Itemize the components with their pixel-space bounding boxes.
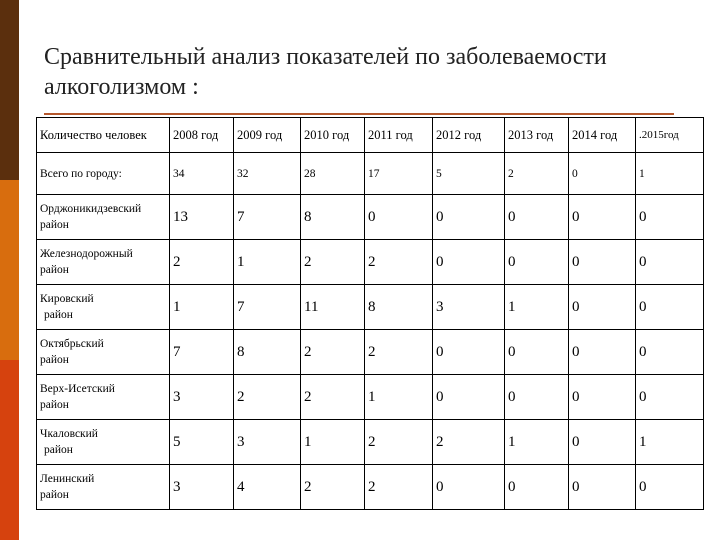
value-cell: 1 [365,375,433,420]
district-name: Орджоникидзевский район [37,195,170,240]
value-cell: 0 [636,465,704,510]
value-cell: 1 [505,420,569,465]
value-cell: 1 [170,285,234,330]
page-title: Сравнительный анализ показателей по заболеваемости алкоголизмом : [44,44,607,100]
value-cell: 1 [234,240,301,285]
value-cell: 1 [505,285,569,330]
value-cell: 0 [505,330,569,375]
value-cell: 0 [433,240,505,285]
value-cell: 0 [433,465,505,510]
value-cell: 34 [170,153,234,195]
value-cell: 4 [234,465,301,510]
value-cell: 0 [569,420,636,465]
value-cell: 2 [365,420,433,465]
value-cell: 2 [301,375,365,420]
value-cell: 0 [505,195,569,240]
value-cell: 0 [569,195,636,240]
header-cell: 2008 год [170,118,234,153]
value-cell: 0 [569,153,636,195]
table-row [37,420,704,465]
district-name: Кировский район [37,285,170,330]
value-cell: 2 [301,465,365,510]
table-row [37,195,704,240]
value-cell: 1 [301,420,365,465]
value-cell: 5 [170,420,234,465]
statistics-table [36,117,704,510]
value-cell: 17 [365,153,433,195]
value-cell: 0 [569,240,636,285]
value-cell: 28 [301,153,365,195]
value-cell: 0 [569,465,636,510]
value-cell: 0 [505,375,569,420]
value-cell: 0 [569,330,636,375]
value-cell: 1 [636,153,704,195]
value-cell: 8 [301,195,365,240]
value-cell: 0 [636,375,704,420]
table-row [37,465,704,510]
decor-bar-bottom [0,360,19,540]
header-cell: .2015год [636,118,704,153]
value-cell: 8 [365,285,433,330]
value-cell: 0 [433,330,505,375]
decor-bar-middle [0,180,19,360]
value-cell: 8 [234,330,301,375]
decor-bar-top [0,0,19,180]
value-cell: 2 [433,420,505,465]
header-cell: 2010 год [301,118,365,153]
value-cell: 32 [234,153,301,195]
value-cell: 2 [365,465,433,510]
district-name: Железнодорожный район [37,240,170,285]
table-row [37,375,704,420]
total-label: Всего по городу: [37,153,170,195]
value-cell: 5 [433,153,505,195]
value-cell: 7 [234,285,301,330]
value-cell: 3 [170,465,234,510]
value-cell: 0 [433,375,505,420]
value-cell: 2 [365,240,433,285]
value-cell: 2 [505,153,569,195]
value-cell: 0 [569,285,636,330]
header-cell: 2009 год [234,118,301,153]
value-cell: 2 [365,330,433,375]
value-cell: 3 [433,285,505,330]
value-cell: 2 [234,375,301,420]
header-row [37,118,704,153]
value-cell: 0 [636,240,704,285]
value-cell: 0 [505,465,569,510]
header-cell: 2012 год [433,118,505,153]
value-cell: 3 [170,375,234,420]
header-cell: 2011 год [365,118,433,153]
value-cell: 2 [170,240,234,285]
table-row [37,285,704,330]
district-name: Октябрьский район [37,330,170,375]
value-cell: 7 [170,330,234,375]
total-row [37,153,704,195]
district-name: Чкаловский район [37,420,170,465]
value-cell: 0 [636,330,704,375]
district-name: Ленинский район [37,465,170,510]
value-cell: 0 [636,285,704,330]
value-cell: 7 [234,195,301,240]
table-row [37,330,704,375]
value-cell: 0 [505,240,569,285]
value-cell: 0 [365,195,433,240]
value-cell: 2 [301,240,365,285]
value-cell: 2 [301,330,365,375]
value-cell: 0 [569,375,636,420]
title-divider [44,113,674,115]
header-cell: 2013 год [505,118,569,153]
header-cell: Количество человек [37,118,170,153]
value-cell: 0 [636,195,704,240]
district-name: Верх-Исетский район [37,375,170,420]
value-cell: 0 [433,195,505,240]
value-cell: 3 [234,420,301,465]
table-row [37,240,704,285]
header-cell: 2014 год [569,118,636,153]
value-cell: 11 [301,285,365,330]
value-cell: 13 [170,195,234,240]
value-cell: 1 [636,420,704,465]
